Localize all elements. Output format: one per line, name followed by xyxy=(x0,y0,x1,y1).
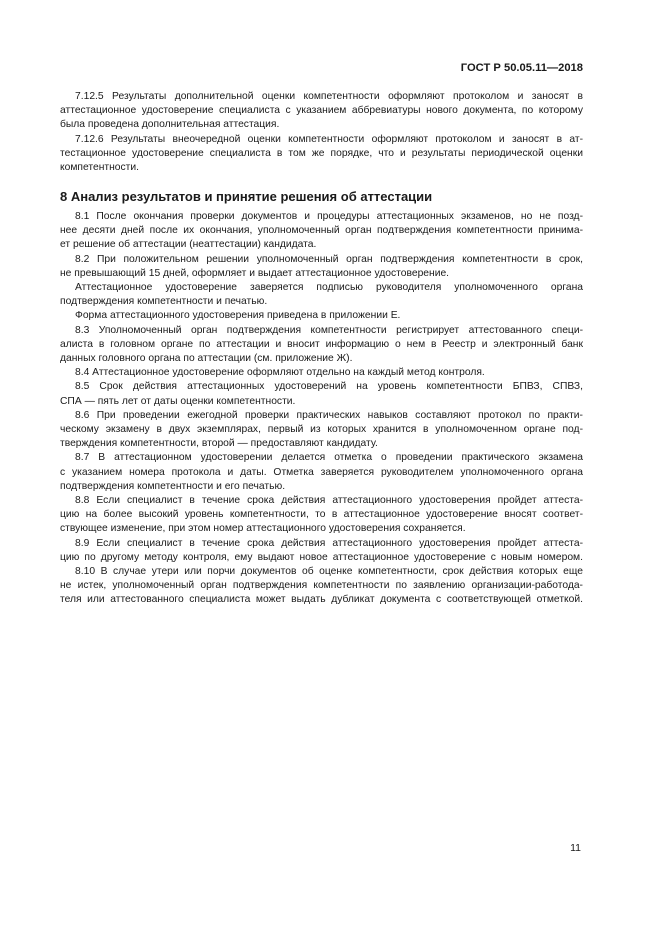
paragraph-line: аттестационное удостоверение специалиста с указанием аббревиатуры нового документа, по которому xyxy=(60,105,583,117)
paragraph-line: 7.12.5 Результаты дополнительной оценки компетентности оформляют протоколом и заносят в xyxy=(75,91,583,102)
paragraph-line: 8.6 При проведении ежегодной проверки практических навыков составляют протокол по практи- xyxy=(75,409,583,421)
paragraph-line: данных головного органа по аттестации (см. приложение Ж). xyxy=(60,353,353,365)
paragraph-line: Форма аттестационного удостоверения приведена в приложении Е. xyxy=(75,310,401,322)
paragraph-line: цию на более высокий уровень компетентности, то в аттестационное удостоверение вносят соответ- xyxy=(60,509,583,521)
paragraph-line: с указанием номера протокола и даты. Отметка заверяется руководителем уполномоченного органа xyxy=(60,466,583,478)
paragraph-line: алиста в головном органе по аттестации и вносит информацию о нем в Реестр и электронный банк xyxy=(60,338,583,350)
page-number: 11 xyxy=(570,842,581,854)
paragraph-line: 8.9 Если специалист в течение срока действия аттестационного удостоверения пройдет аттеста- xyxy=(75,537,583,549)
paragraph-line: 8.8 Если специалист в течение срока действия аттестационного удостоверения пройдет аттеста- xyxy=(75,495,583,507)
paragraph-line: была проведена дополнительная аттестация. xyxy=(60,119,280,131)
paragraph-line: 7.12.6 Результаты внеочередной оценки компетентности оформляют протоколом и заносят в ат- xyxy=(75,133,583,145)
paragraph-line: подтверждения компетентности и печатью. xyxy=(60,296,268,308)
paragraph-line: 8.2 При положительном решении уполномоченный орган подтверждения компетентности в срок, xyxy=(75,253,583,265)
paragraph-line: 8.1 После окончания проверки документов и процедуры аттестационных экзаменов, но не позд- xyxy=(75,211,583,222)
section-8-text xyxy=(60,210,583,608)
paragraph-line: нее десяти дней после их окончания, уполномоченный орган подтверждения компетентности принима- xyxy=(60,225,583,237)
paragraph-line: теля или аттестованного специалиста может выдать дубликат документа с соответствующей отметкой. xyxy=(60,594,583,606)
paragraph-line: тестационное удостоверение специалиста в том же порядке, что и результаты периодической оценки xyxy=(60,147,583,159)
paragraph-line: 8.7 В аттестационном удостоверении делается отметка о проведении практического экзамена xyxy=(75,452,583,464)
paragraph-line: не превышающий 15 дней, оформляет и выдает аттестационное удостоверение. xyxy=(60,267,450,279)
paragraph-line: ствующее изменение, при этом номер аттестационного удостоверения сохраняется. xyxy=(60,523,466,535)
paragraph-line: ческому экзамену в двух экземплярах, первый из которых хранится в уполномоченном органе под- xyxy=(60,424,583,436)
paragraph-line: не истек, уполномоченный орган подтверждения компетентности по заявлению организации-работода- xyxy=(60,580,583,592)
paragraph-line: тверждения компетентности, второй — предоставляют кандидату. xyxy=(60,438,378,450)
paragraph-line: Аттестационное удостоверение заверяется подписью руководителя уполномоченного органа xyxy=(75,282,583,294)
paragraph-line: 8.10 В случае утери или порчи документов об оценке компетентности, срок действия которых еще xyxy=(75,566,583,578)
section-7-text xyxy=(60,90,583,175)
paragraph-line: СПА — пять лет от даты оценки компетентности. xyxy=(60,395,296,407)
paragraph-line: цию по другому методу контроля, ему выдают новое аттестационное удостоверение с новым номером. xyxy=(60,551,583,563)
paragraph-line: подтверждения компетентности и его печатью. xyxy=(60,480,286,492)
paragraph-line: компетентности. xyxy=(60,162,140,174)
paragraph-line: 8.5 Срок действия аттестационных удостоверений на уровень компетентности БПВЗ, СПВЗ, xyxy=(75,381,583,393)
document-header: ГОСТ Р 50.05.11—2018 xyxy=(460,62,583,74)
paragraph-line: 8.3 Уполномоченный орган подтверждения компетентности регистрирует аттестованного специ- xyxy=(75,324,583,336)
paragraph-line: 8.4 Аттестационное удостоверение оформляют отдельно на каждый метод контроля. xyxy=(75,367,485,379)
paragraph-line: ет решение об аттестации (неаттестации) кандидата. xyxy=(60,239,317,251)
section-8-heading: 8 Анализ результатов и принятие решения об аттестации xyxy=(60,189,433,204)
